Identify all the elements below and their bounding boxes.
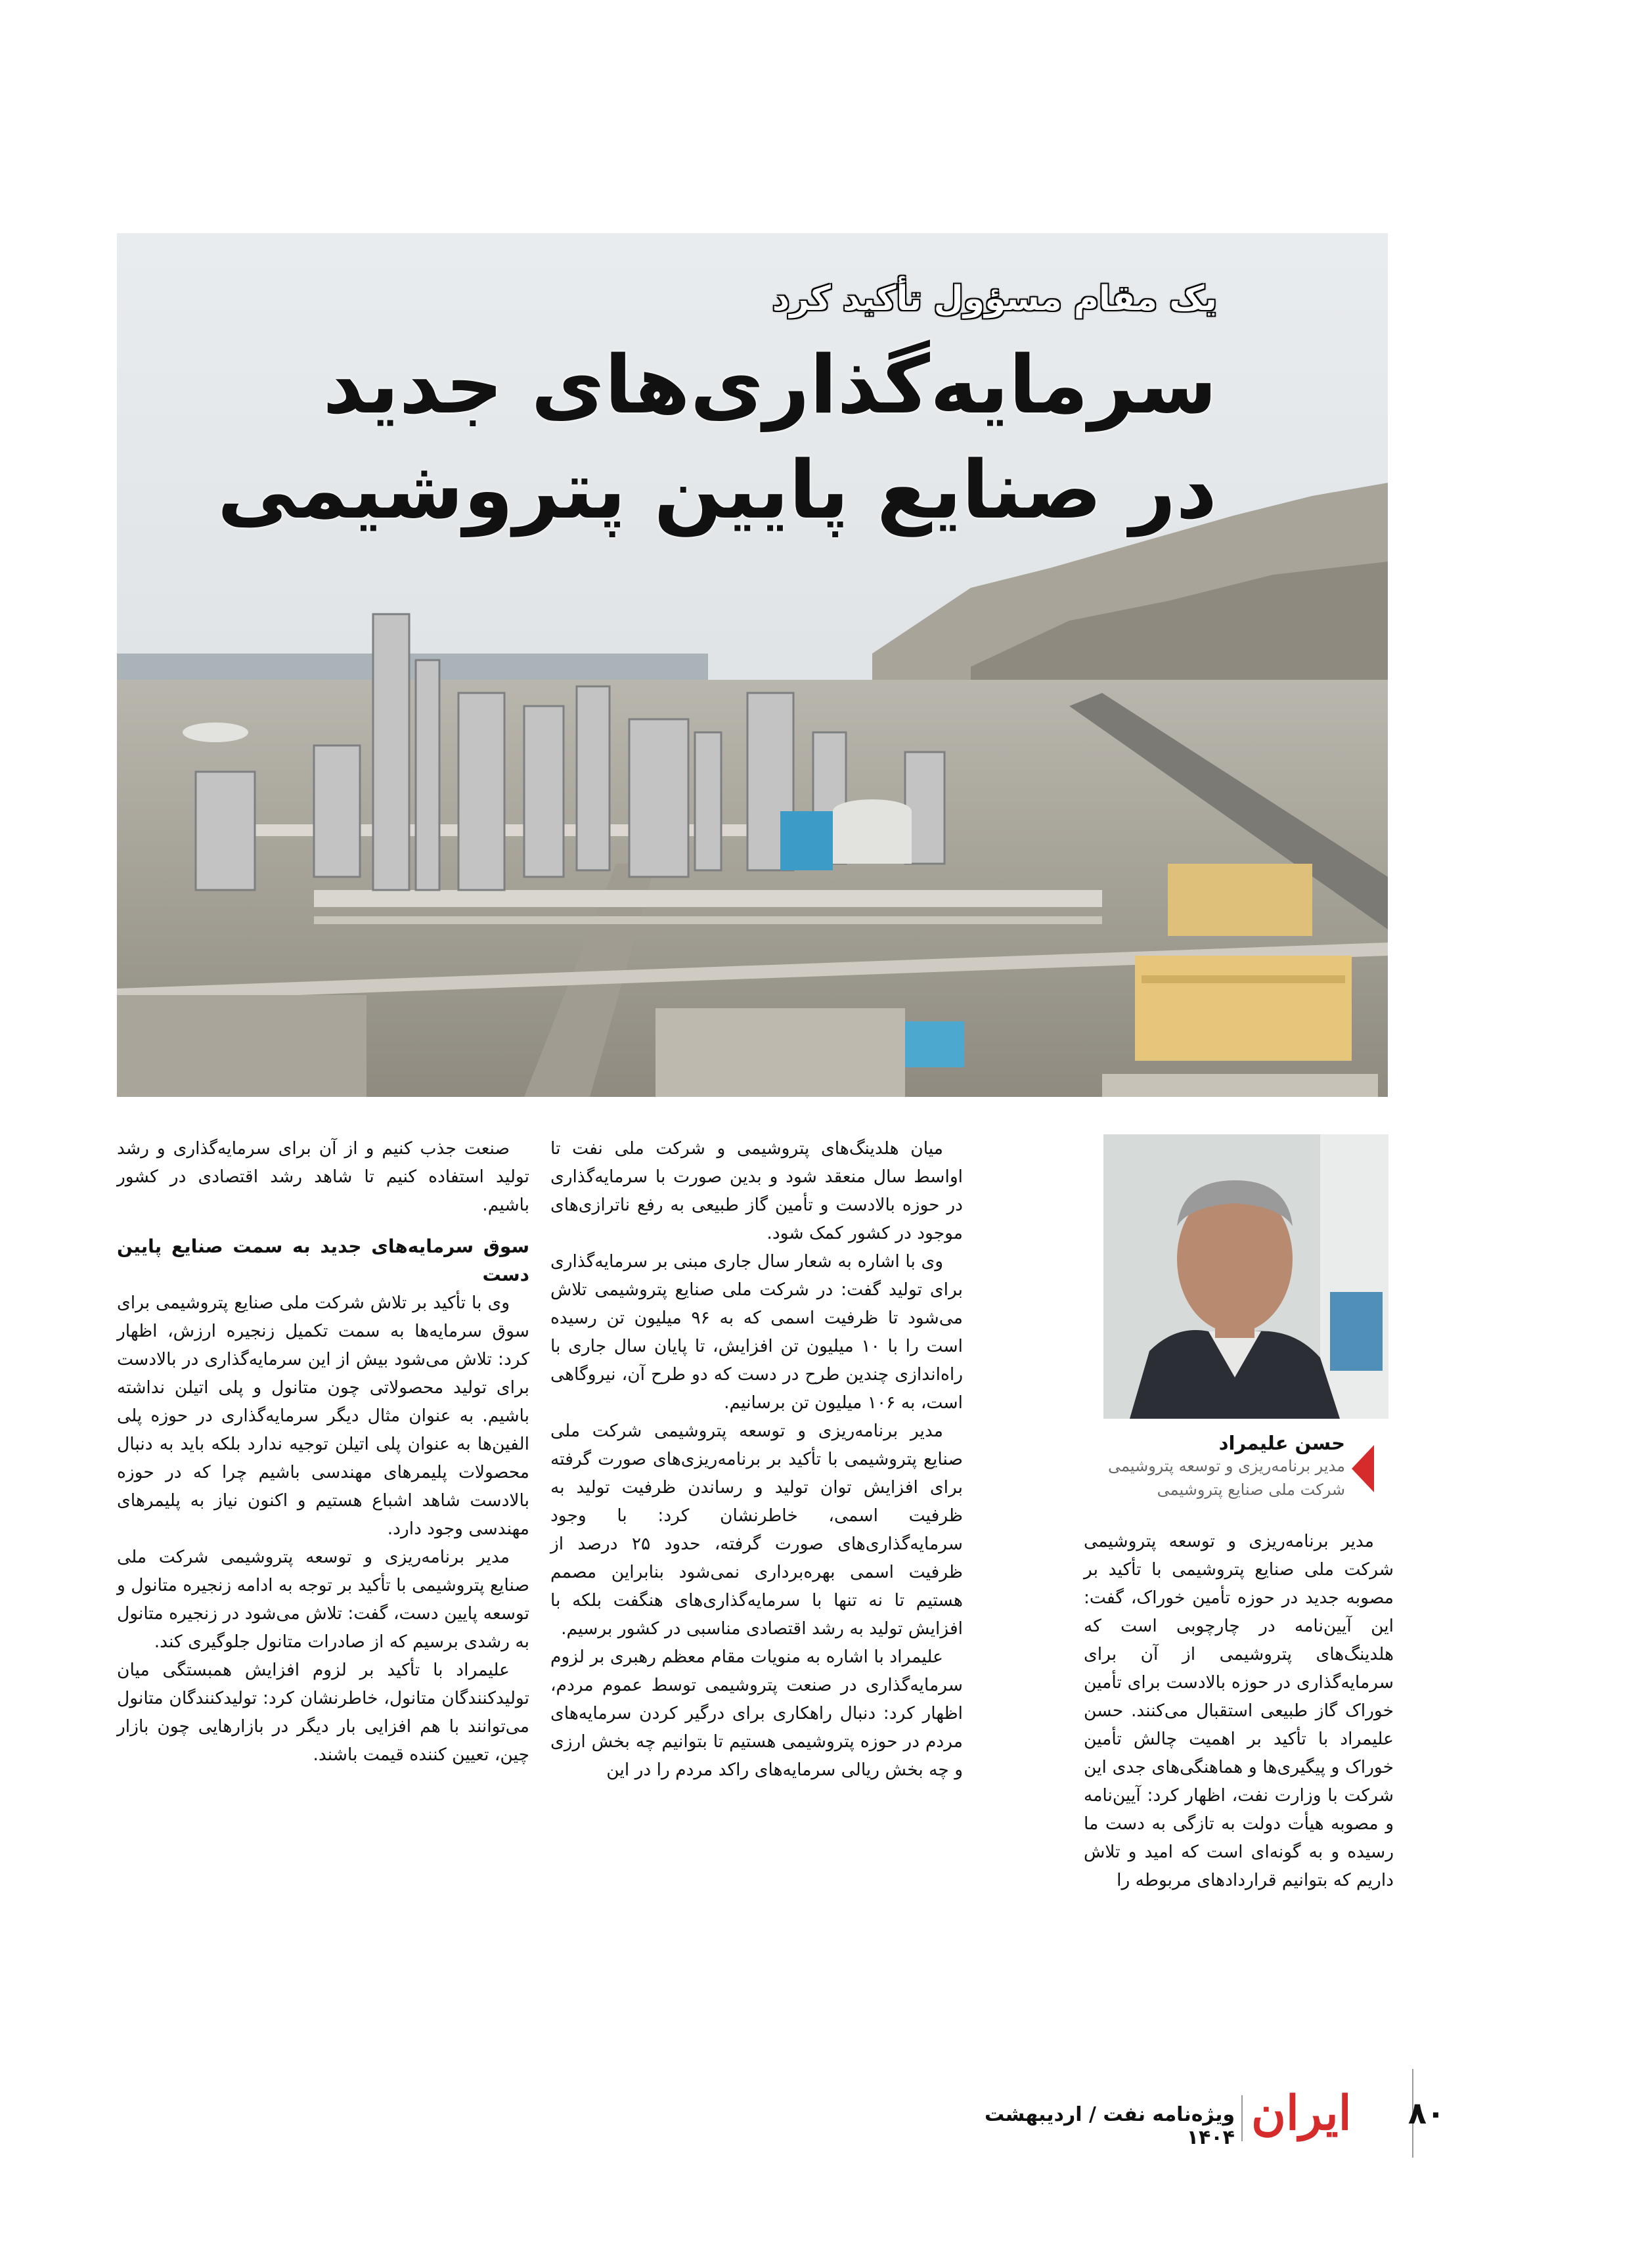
paragraph: علیمراد با تأکید بر لزوم افزایش همبستگی میان تولیدکنندگان متانول، خاطرنشان کرد: تولیدکنندگان متانول می‌توانند با هم افزایی بار دیگر در بازارهایی چون بازار چین، تعیین کننده قیمت باشند.	[117, 1660, 529, 1765]
issue-label: ویژه‌نامه نفت / اردیبهشت ۱۴۰۴	[984, 2103, 1235, 2149]
page-footer	[920, 2085, 1445, 2149]
article-column-2	[550, 1134, 963, 1784]
paragraph: مدیر برنامه‌ریزی و توسعه پتروشیمی شرکت ملی صنایع پتروشیمی با تأکید بر برنامه‌ریزی‌های صورت گرفته برای افزایش توان تولید و رساندن ظرفیت تولید به ظرفیت اسمی، خاطرنشان کرد: با وجود سرمایه‌گذاری‌های صورت گرفته، حدود ۲۵ درصد از ظرفیت اسمی بهره‌برداری نمی‌شود بنابراین مصمم هستیم تا نه تنها با سرمایه‌گذاری‌های هنگفت بلکه با افزایش تولید به رشد اقتصادی مناسبی در کشور برسیم.	[550, 1421, 963, 1639]
hero-photo	[117, 233, 1388, 1097]
portrait-photo	[1103, 1134, 1388, 1419]
caption-role-2: شرکت ملی صنایع پتروشیمی	[1157, 1480, 1345, 1499]
caption-name: حسن علیمراد	[1218, 1432, 1345, 1454]
headline-kicker: یک مقام مسؤول تأکید کرد	[772, 279, 1217, 319]
caption-role-1: مدیر برنامه‌ریزی و توسعه پتروشیمی	[1107, 1457, 1345, 1475]
article-column-3	[117, 1134, 529, 1769]
portrait-caption	[1025, 1432, 1345, 1501]
page-number: ۸۰	[1408, 2095, 1445, 2131]
headline-line-1: سرمایه‌گذاری‌های جدید	[322, 338, 1217, 432]
paragraph: صنعت جذب کنیم و از آن برای سرمایه‌گذاری و رشد تولید استفاده کنیم تا شاهد رشد اقتصادی در کشور باشیم.	[117, 1138, 529, 1215]
publication-logo: ایران	[1251, 2085, 1352, 2141]
article-column-1	[1084, 1527, 1394, 1894]
paragraph: وی با تأکید بر تلاش شرکت ملی صنایع پتروشیمی برای سوق سرمایه‌ها به سمت تکمیل زنجیره ارزش، اظهار کرد: تلاش می‌شود بیش از این سرمایه‌گذاری در بالادست برای تولید محصولاتی چون متانول و پلی اتیلن نداشته باشیم. به عنوان مثال دیگر سرمایه‌گذاری در حوزه پلی الفین‌ها به عنوان پلی اتیلن توجیه ندارد بلکه باید به دنبال محصولات پلیمرهای مهندسی باشیم چرا که در حوزه بالادست شاهد اشباع هستیم و اکنون نیاز به پلیمرهای مهندسی وجود دارد.	[117, 1293, 529, 1539]
paragraph: علیمراد با اشاره به منویات مقام معظم رهبری بر لزوم سرمایه‌گذاری در صنعت پتروشیمی توسط عموم مردم، اظهار کرد: دنبال راهکاری برای درگیر کردن سرمایه‌های مردم در حوزه پتروشیمی هستیم تا بتوانیم چه بخش ارزی و چه بخش ریالی سرمایه‌های راکد مردم را در این	[550, 1647, 963, 1780]
paragraph: مدیر برنامه‌ریزی و توسعه پتروشیمی شرکت ملی صنایع پتروشیمی با تأکید بر مصوبه جدید در حوزه تأمین خوراک، گفت: این آیین‌نامه در چارچوبی است که هلدینگ‌های پتروشیمی از آن برای سرمایه‌گذاری در حوزه بالادست برای تأمین خوراک گاز طبیعی استقبال می‌کنند. حسن علیمراد با تأکید بر اهمیت چالش تأمین خوراک و پیگیری‌ها و هماهنگی‌های جدی این شرکت با وزارت نفت، اظهار کرد: آیین‌نامه و مصوبه هیأت دولت به تازگی به دست ما رسیده و به گونه‌ای است که امید و تلاش داریم که بتوانیم قراردادهای مربوطه را	[1084, 1531, 1394, 1890]
portrait-illustration	[1103, 1134, 1388, 1419]
paragraph: مدیر برنامه‌ریزی و توسعه پتروشیمی شرکت ملی صنایع پتروشیمی با تأکید بر توجه به ادامه زنجیره متانول و توسعه پایین دست، گفت: تلاش می‌شود در زنجیره متانول به رشدی برسیم که از صادرات متانول جلوگیری کند.	[117, 1547, 529, 1652]
headline-line-2: در صنایع پایین پتروشیمی	[217, 443, 1217, 537]
paragraph: میان هلدینگ‌های پتروشیمی و شرکت ملی نفت تا اواسط سال منعقد شود و بدین صورت با سرمایه‌گذاری در حوزه بالادست و تأمین گاز طبیعی به رفع ناترازی‌های موجود در کشور کمک شود.	[550, 1138, 963, 1243]
paragraph: وی با اشاره به شعار سال جاری مبنی بر سرمایه‌گذاری برای تولید گفت: در شرکت ملی صنایع پتروشیمی تلاش می‌شود تا ظرفیت اسمی که به ۹۶ میلیون تن رسیده است را با ۱۰ میلیون تن افزایش، تا پایان سال جاری با راه‌اندازی چندین طرح در دست که دو طرح آن، نیروگاهی است، به ۱۰۶ میلیون تن برسانیم.	[550, 1251, 963, 1413]
logo-divider	[1241, 2095, 1243, 2141]
caption-arrow-icon	[1352, 1445, 1374, 1492]
subheading: سوق سرمایه‌های جدید به سمت صنایع پایین دست	[117, 1235, 529, 1285]
